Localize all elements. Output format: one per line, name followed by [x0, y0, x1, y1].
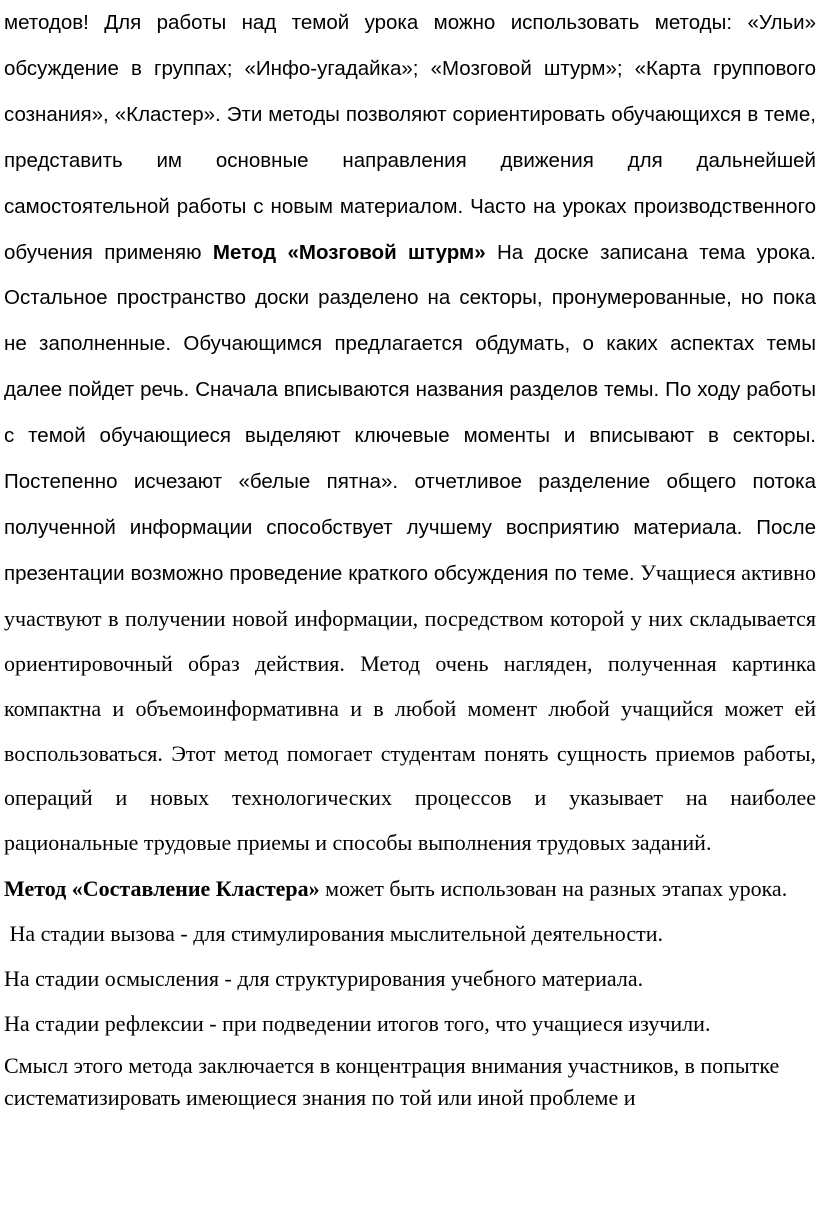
- paragraph-cluster: [4, 866, 816, 911]
- paragraph-meaning: Смысл этого метода заключается в концентрация внимания участников, в попытке систематизировать имеющиеся знания по той или иной проблеме и: [4, 1053, 780, 1111]
- paragraph-methods-text-2: На доске записана тема урока. Остальное пространство доски разделено на секторы, пронумерованные, но пока не заполненные. Обучающимся предлагается обдумать, о каких аспектах темы далее пойдет речь. Сначала вписываются названия разделов темы. По ходу работы с темой обучающиеся выделяют ключевые моменты и вписывают в секторы. Постепенно исчезают «белые пятна». отчетливое разделение общего потока полученной информации способствует лучшему восприятию материала. После презентации возможно проведение краткого обсуждения по теме.: [4, 240, 816, 585]
- paragraph-methods-text-3: Учащиеся активно участвуют в получении новой информации, посредством которой у них складывается ориентировочный образ действия. Метод очень нагляден, полученная картинка компактна и объемоинформативна и в любой момент любой учащийся может ей воспользоваться. Этот метод помогает студентам понять сущность приемов работы, операций и новых технологических процессов и указывает на наиболее рациональные трудовые приемы и способы выполнения трудовых заданий.: [4, 559, 816, 856]
- paragraph-reflection-stage: На стадии рефлексии - при подведении итогов того, что учащиеся изучили.: [4, 1011, 711, 1037]
- paragraph-methods-sans: [4, 11, 816, 585]
- paragraph-challenge-stage: На стадии вызова - для стимулирования мыслительной деятельности.: [4, 921, 664, 947]
- paragraph-methods: [4, 0, 816, 866]
- paragraph-comprehension-stage: На стадии осмысления - для структурирования учебного материала.: [4, 966, 644, 992]
- brainstorm-method-heading: Метод «Мозговой штурм»: [212, 240, 486, 264]
- cluster-method-heading: Метод «Составление Кластера»: [4, 876, 320, 902]
- paragraph-cluster-text: может быть использован на разных этапах урока.: [319, 876, 788, 902]
- paragraph-methods-text-1: методов! Для работы над темой урока можно использовать методы: «Ульи» обсуждение в группах; «Инфо-угадайка»; «Мозговой штурм»; «Карта группового сознания», «Кластер». Эти методы позволяют сориентировать обучающихся в теме, представить им основные направления движения для дальнейшей самостоятельной работы с новым материалом. Часто на уроках производственного обучения применяю: [4, 11, 816, 264]
